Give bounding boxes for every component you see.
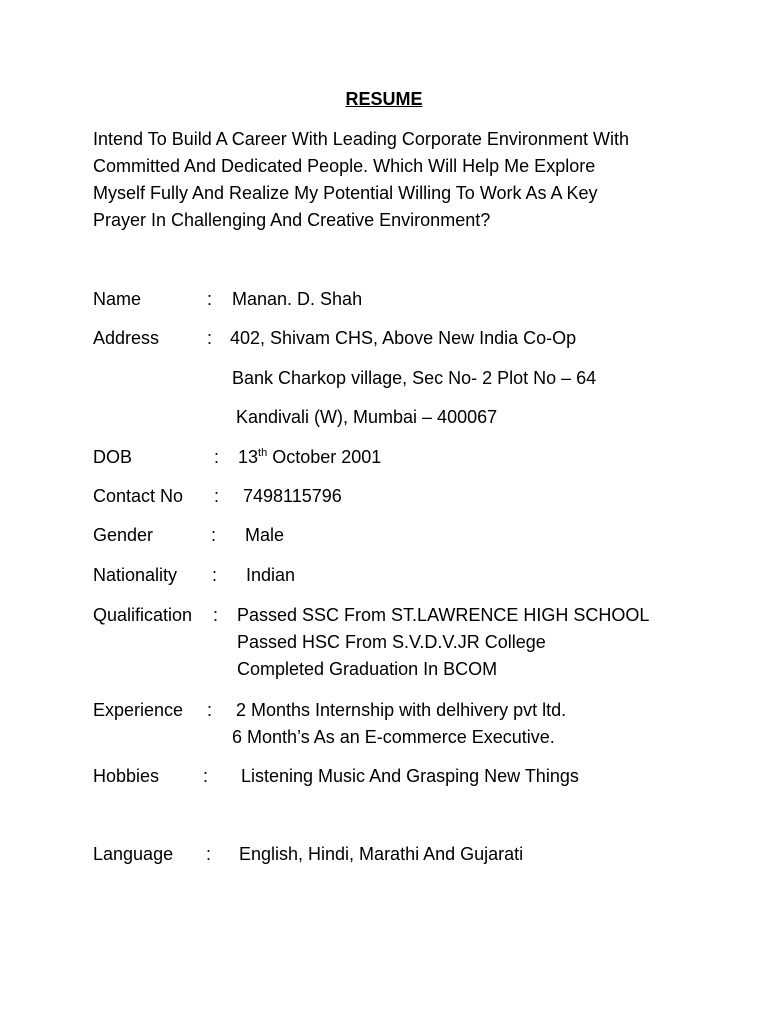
field-label: Experience: [93, 700, 184, 720]
field-separator: :: [206, 844, 212, 864]
dob-value: [238, 444, 381, 471]
experience-line: 6 Month’s As an E-commerce Executive.: [232, 727, 555, 747]
field-separator: :: [213, 605, 219, 625]
career-objective: [93, 126, 693, 234]
address-line: Kandivali (W), Mumbai – 400067: [236, 407, 498, 427]
dob-rest: October 2001: [267, 447, 382, 467]
field-separator: :: [203, 766, 209, 786]
field-label: Address: [93, 328, 160, 348]
qualification-line: Passed SSC From ST.LAWRENCE HIGH SCHOOL: [237, 605, 650, 625]
address-line: 402, Shivam CHS, Above New India Co-Op: [230, 328, 577, 348]
field-label: DOB: [93, 447, 133, 467]
field-separator: :: [214, 447, 220, 467]
hobbies-value: Listening Music And Grasping New Things: [241, 766, 579, 786]
field-separator: :: [214, 486, 220, 506]
language-value: English, Hindi, Marathi And Gujarati: [239, 844, 524, 864]
objective-line: Prayer In Challenging And Creative Environment?: [93, 210, 491, 230]
name-value: Manan. D. Shah: [232, 289, 363, 309]
field-label: Contact No: [93, 486, 184, 506]
field-label: Language: [93, 844, 174, 864]
dob-suffix: th: [258, 447, 268, 459]
field-separator: :: [211, 525, 217, 545]
objective-line: Intend To Build A Career With Leading Corporate Environment With: [93, 129, 629, 149]
field-separator: :: [212, 565, 218, 585]
qualification-line: Passed HSC From S.V.D.V.JR College: [237, 632, 546, 652]
field-label: Qualification: [93, 605, 193, 625]
gender-value: Male: [245, 525, 285, 545]
objective-line: Committed And Dedicated People. Which Will Help Me Explore: [93, 156, 596, 176]
page-title: RESUME: [345, 89, 423, 109]
field-label: Hobbies: [93, 766, 160, 786]
qualification-line: Completed Graduation In BCOM: [237, 659, 498, 679]
nationality-value: Indian: [246, 565, 296, 585]
field-separator: :: [207, 700, 213, 720]
field-label: Gender: [93, 525, 154, 545]
contact-value: 7498115796: [243, 486, 342, 506]
field-separator: :: [207, 328, 213, 348]
field-separator: :: [207, 289, 213, 309]
experience-line: 2 Months Internship with delhivery pvt ltd.: [236, 700, 567, 720]
address-line: Bank Charkop village, Sec No- 2 Plot No – 64: [232, 368, 597, 388]
objective-line: Myself Fully And Realize My Potential Willing To Work As A Key: [93, 183, 598, 203]
field-label: Nationality: [93, 565, 178, 585]
dob-day: 13: [238, 447, 259, 467]
field-label: Name: [93, 289, 142, 309]
